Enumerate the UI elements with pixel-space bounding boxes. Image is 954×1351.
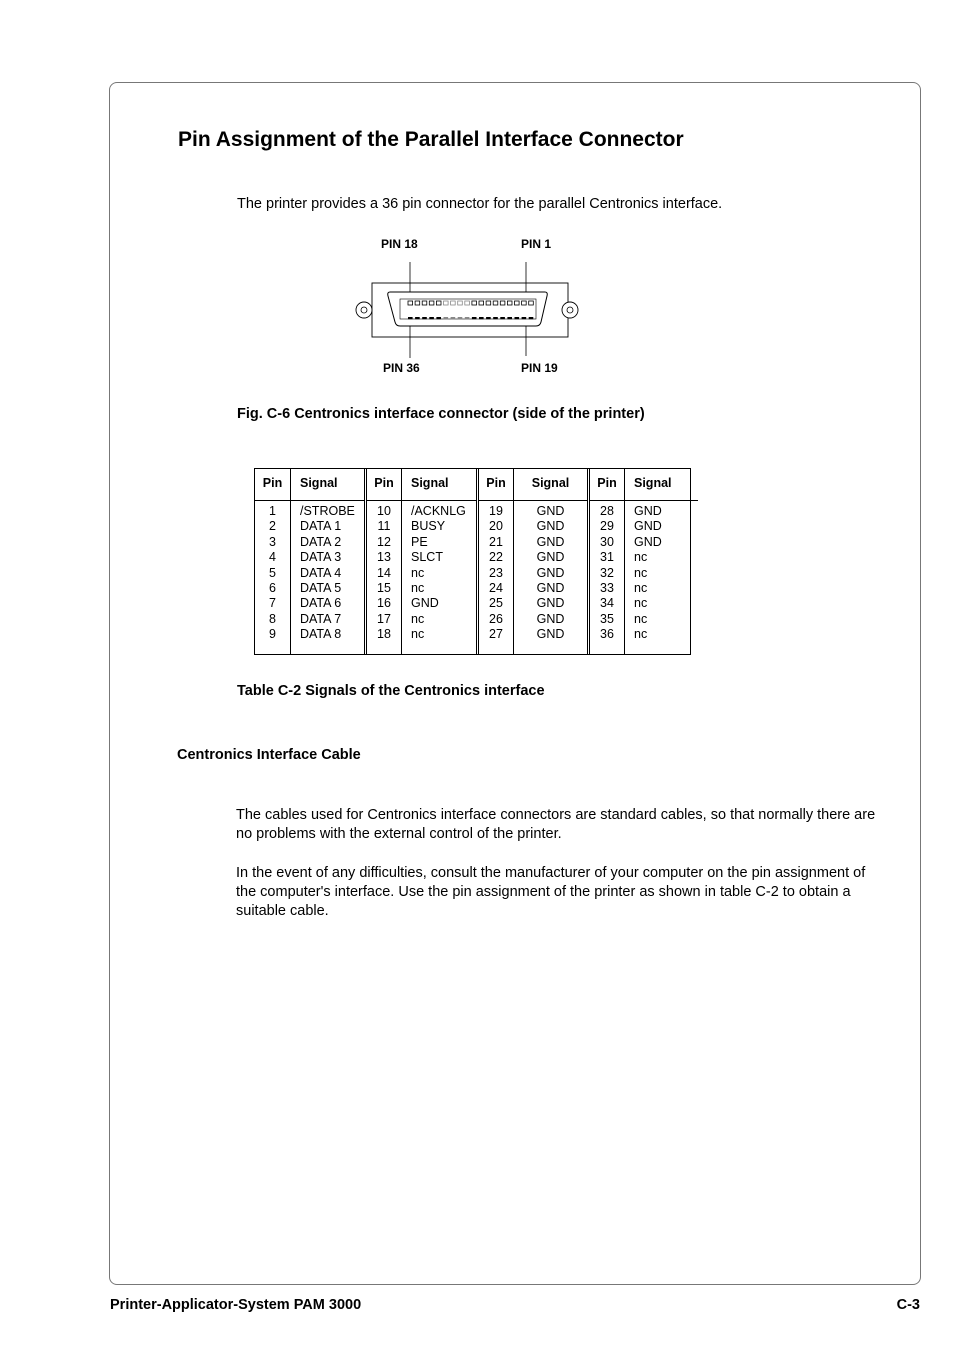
page-number: C-3 xyxy=(896,1297,920,1313)
pin-cell: 25 xyxy=(489,596,503,611)
signal-cell: GND xyxy=(536,596,565,611)
contact-bottom xyxy=(522,317,527,319)
pin-cell: 18 xyxy=(377,627,391,642)
pin-cell: 31 xyxy=(600,550,614,565)
pin-column xyxy=(367,469,401,654)
contact-bottom xyxy=(465,317,470,319)
pin-column xyxy=(255,469,290,654)
pin-cell: 7 xyxy=(269,596,276,611)
pin-cell: 24 xyxy=(489,580,503,595)
column-header-signal: Signal xyxy=(291,469,364,501)
signal-cell: DATA 7 xyxy=(300,611,342,626)
column-header-pin: Pin xyxy=(367,469,401,501)
contact-bottom xyxy=(429,317,434,319)
contact-bottom xyxy=(458,317,463,319)
pin-19-label: PIN 19 xyxy=(521,361,558,375)
contact-bottom xyxy=(500,317,505,319)
pin-cell: 29 xyxy=(600,519,614,534)
mounting-hole-right xyxy=(562,302,578,318)
signal-cell: DATA 3 xyxy=(300,550,342,565)
contact-bottom xyxy=(472,317,477,319)
contact-bottom xyxy=(408,317,413,319)
contact-bottom xyxy=(493,317,498,319)
column-header-pin: Pin xyxy=(479,469,513,501)
figure-caption: Fig. C-6 Centronics interface connector (side of the printer) xyxy=(237,406,645,422)
contact-bottom xyxy=(486,317,491,319)
signal-cell: nc xyxy=(634,550,648,565)
pin-cell: 12 xyxy=(377,534,391,549)
pin-cell: 36 xyxy=(600,627,614,642)
signal-cell: GND xyxy=(411,596,439,611)
pin-cell: 23 xyxy=(489,565,503,580)
signal-cell: nc xyxy=(634,611,648,626)
pin-18-label: PIN 18 xyxy=(381,237,418,251)
pin-cell: 34 xyxy=(600,596,614,611)
signal-cell: GND xyxy=(536,519,565,534)
contact-bottom xyxy=(422,317,427,319)
pin-cell: 1 xyxy=(269,504,276,518)
pin-cell: 28 xyxy=(600,504,614,518)
pin-column xyxy=(479,469,513,654)
contact-bottom xyxy=(415,317,420,319)
pin-cell: 17 xyxy=(377,611,391,626)
table-group xyxy=(255,469,364,654)
signal-cell: DATA 1 xyxy=(300,519,342,534)
table-group xyxy=(476,469,587,654)
pin-cell: 33 xyxy=(600,580,614,595)
pin-1-label: PIN 1 xyxy=(521,237,552,251)
pin-cell: 2 xyxy=(269,519,276,534)
column-header-signal: Signal xyxy=(514,469,587,501)
signal-cell: GND xyxy=(536,627,565,642)
signal-cell: nc xyxy=(411,565,425,580)
table-caption: Table C-2 Signals of the Centronics interface xyxy=(237,683,545,699)
column-header-signal: Signal xyxy=(625,469,698,501)
signal-cell: GND xyxy=(536,550,565,565)
pin-36-label: PIN 36 xyxy=(383,361,420,375)
pin-cell: 16 xyxy=(377,596,391,611)
contact-bottom xyxy=(515,317,520,319)
signal-cell: DATA 2 xyxy=(300,534,342,549)
contact-bottom xyxy=(479,317,484,319)
pin-cell: 15 xyxy=(377,580,391,595)
centronics-connector-diagram xyxy=(350,262,586,358)
cable-heading: Centronics Interface Cable xyxy=(177,747,361,763)
signal-cell: nc xyxy=(411,580,425,595)
signal-cell: nc xyxy=(634,627,648,642)
cable-paragraph-2: In the event of any difficulties, consult the manufacturer of your computer on the pin assignment of the computer's interface. Use the pin assignment of the printer as shown in table C-2 to obtain a suitable cable. xyxy=(236,865,866,919)
cable-paragraph-1: The cables used for Centronics interface connectors are standard cables, so that normally there are no problems with the external control of the printer. xyxy=(236,807,876,842)
signal-cell: GND xyxy=(634,504,662,518)
signal-cell: DATA 5 xyxy=(300,580,342,595)
footer-title: Printer-Applicator-System PAM 3000 xyxy=(110,1297,362,1313)
pin-cell: 22 xyxy=(489,550,503,565)
column-header-signal: Signal xyxy=(402,469,476,501)
table-group xyxy=(364,469,476,654)
signal-cell: /STROBE xyxy=(300,504,355,518)
connector-face xyxy=(388,292,548,326)
pin-cell: 13 xyxy=(377,550,391,565)
pin-cell: 4 xyxy=(269,550,276,565)
contact-bottom xyxy=(529,317,534,319)
column-header-pin: Pin xyxy=(590,469,624,501)
signal-cell: PE xyxy=(411,534,428,549)
signal-cell: DATA 4 xyxy=(300,565,342,580)
contact-bottom xyxy=(436,317,441,319)
pin-cell: 3 xyxy=(269,534,276,549)
signal-column xyxy=(513,469,587,654)
contact-bottom xyxy=(444,317,449,319)
pin-cell: 10 xyxy=(377,504,391,518)
contact-bottom xyxy=(507,317,512,319)
signal-cell: nc xyxy=(634,580,648,595)
signal-cell: GND xyxy=(634,519,662,534)
pin-cell: 20 xyxy=(489,519,503,534)
signal-column xyxy=(624,469,698,654)
column-header-pin: Pin xyxy=(255,469,290,501)
signal-cell: DATA 8 xyxy=(300,627,342,642)
pin-cell: 5 xyxy=(269,565,276,580)
pin-cell: 14 xyxy=(377,565,391,580)
pin-cell: 27 xyxy=(489,627,503,642)
signals-table xyxy=(254,468,691,655)
page-title: Pin Assignment of the Parallel Interface Connector xyxy=(178,128,684,151)
signal-cell: /ACKNLG xyxy=(411,504,466,518)
signal-cell: BUSY xyxy=(411,519,446,534)
pin-cell: 32 xyxy=(600,565,614,580)
pin-cell: 35 xyxy=(600,611,614,626)
mounting-hole-left xyxy=(356,302,372,318)
pin-cell: 19 xyxy=(489,504,503,518)
signal-cell: GND xyxy=(536,580,565,595)
pin-cell: 26 xyxy=(489,611,503,626)
signal-cell: nc xyxy=(411,627,425,642)
pin-cell: 9 xyxy=(269,627,276,642)
intro-text: The printer provides a 36 pin connector for the parallel Centronics interface. xyxy=(237,196,723,212)
contact-bottom xyxy=(451,317,456,319)
signal-column xyxy=(401,469,476,654)
signal-cell: nc xyxy=(411,611,425,626)
signal-column xyxy=(290,469,364,654)
table-group xyxy=(587,469,698,654)
pin-cell: 30 xyxy=(600,534,614,549)
signal-cell: DATA 6 xyxy=(300,596,342,611)
signal-cell: SLCT xyxy=(411,550,443,565)
signal-cell: GND xyxy=(536,534,565,549)
pin-cell: 21 xyxy=(489,534,503,549)
signal-cell: GND xyxy=(634,534,662,549)
pin-column xyxy=(590,469,624,654)
pin-cell: 11 xyxy=(377,519,391,534)
signal-cell: GND xyxy=(536,565,565,580)
signal-cell: nc xyxy=(634,596,648,611)
signal-cell: GND xyxy=(536,504,565,518)
signal-cell: nc xyxy=(634,565,648,580)
signal-cell: GND xyxy=(536,611,565,626)
pin-cell: 8 xyxy=(269,611,276,626)
pin-cell: 6 xyxy=(269,580,276,595)
